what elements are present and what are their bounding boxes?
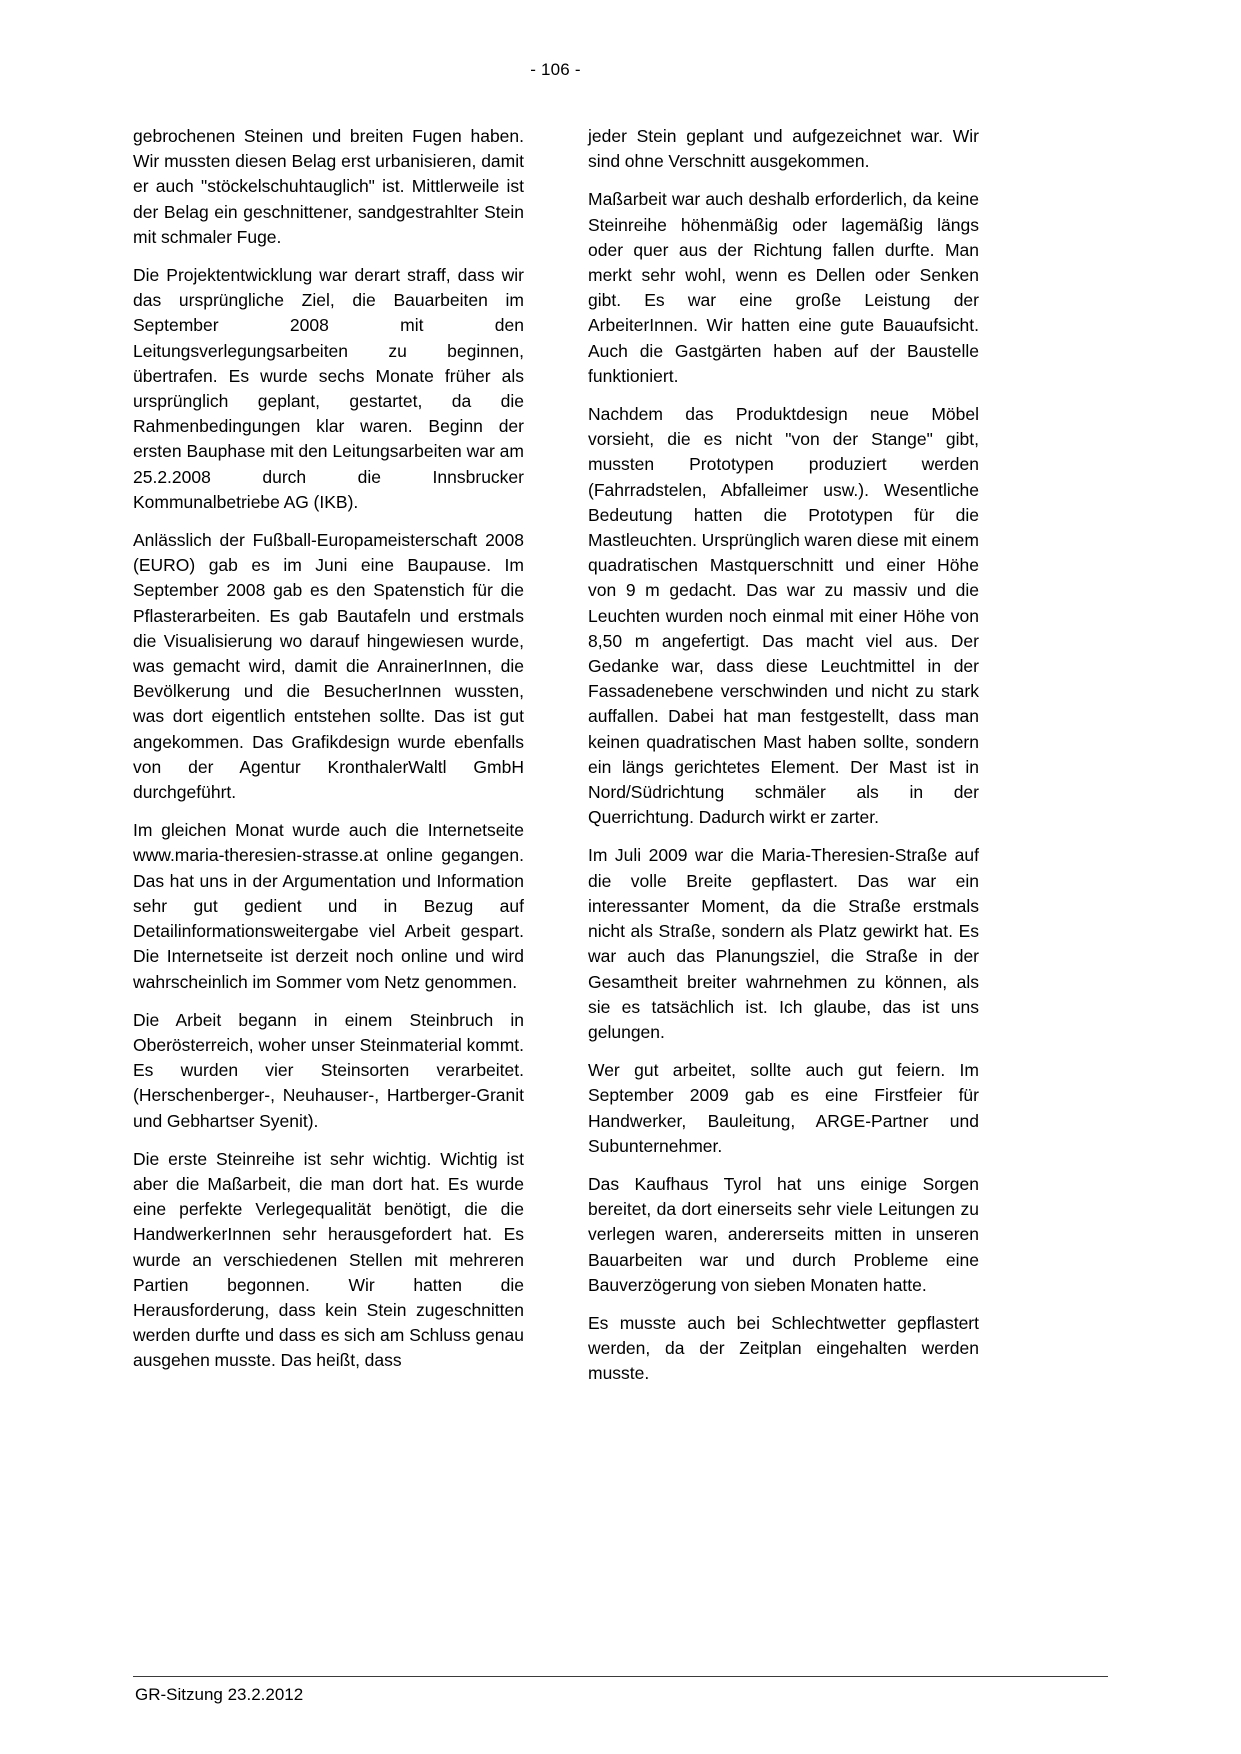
paragraph: Maßarbeit war auch deshalb erforderlich, da keine Steinreihe höhenmäßig oder lagemäßig längs oder quer aus der Richtung fallen durfte. Man merkt sehr wohl, wenn es Dellen oder Senken gibt. Es war eine große Leistung der ArbeiterInnen. Wir hatten eine gute Bauaufsicht. Auch die Gastgärten haben auf der Baustelle funktioniert. <box>588 189 979 386</box>
paragraph: Nachdem das Produktdesign neue Möbel vorsieht, die es nicht "von der Stange" gibt, mussten Prototypen produziert werden (Fahrradstelen, Abfalleimer usw.). Wesentliche Bedeutung hatten die Prototypen für die Mastleuchten. Ursprünglich waren diese mit einem quadratischen Mastquerschnitt und einer Höhe von 9 m gedacht. Das war zu massiv und die Leuchten wurden noch einmal mit einer Höhe von 8,50 m angefertigt. Das macht viel aus. Der Gedanke war, dass diese Leuchtmittel in der Fassadenebene verschwinden und nicht zu stark auffallen. Dabei hat man festgestellt, dass man keinen quadratischen Mast haben sollte, sondern ein längs gerichtetes Element. Der Mast ist in Nord/Südrichtung schmäler als in der Querrichtung. Dadurch wirkt er zarter. <box>588 404 979 828</box>
paragraph: Anlässlich der Fußball-Europameisterschaft 2008 (EURO) gab es im Juni eine Baupause. Im September 2008 gab es den Spatenstich für die Pflasterarbeiten. Es gab Bautafeln und erstmals die Visualisierung wo darauf hingewiesen wurde, was gemacht wird, damit die AnrainerInnen, die Bevölkerung und die BesucherInnen wussten, was dort eigentlich entstehen sollte. Das ist gut angekommen. Das Grafikdesign wurde ebenfalls von der Agentur KronthalerWaltl GmbH durchgeführt. <box>133 530 524 803</box>
paragraph: Die Arbeit begann in einem Steinbruch in Oberösterreich, woher unser Steinmaterial kommt. Es wurden vier Steinsorten verarbeitet. (Herschenberger-, Neuhauser-, Hartberger-Granit und Gebhartser Syenit). <box>133 1009 524 1131</box>
paragraph: Das Kaufhaus Tyrol hat uns einige Sorgen bereitet, da dort einerseits sehr viele Leitungen zu verlegen waren, andererseits mitten in unseren Bauarbeiten war und durch Probleme eine Bauverzögerung von sieben Monaten hatte. <box>588 1173 979 1295</box>
paragraph: gebrochenen Steinen und breiten Fugen haben. Wir mussten diesen Belag erst urbanisieren, damit er auch "stöckelschuhtauglich" ist. Mittlerweile ist der Belag ein geschnittener, sandgestrahlter Stein mit schmaler Fuge. <box>133 126 524 247</box>
page-number: - 106 - <box>530 60 581 79</box>
footer-text: GR-Sitzung 23.2.2012 <box>135 1685 304 1704</box>
paragraph: Die erste Steinreihe ist sehr wichtig. Wichtig ist aber die Maßarbeit, die man dort hat. Es wurde eine perfekte Verlegequalität benötigt, die die HandwerkerInnen sehr herausgefordert hat. Es wurde an verschiedenen Stellen mit mehreren Partien begonnen. Wir hatten die Herausforderung, dass kein Stein zugeschnitten werden durfte und dass es sich am Schluss genau ausgehen musste. Das heißt, dass <box>133 1148 524 1371</box>
paragraph: Es musste auch bei Schlechtwetter gepflastert werden, da der Zeitplan eingehalten werden musste. <box>588 1312 979 1384</box>
right-column <box>588 124 979 1400</box>
paragraph: Die Projektentwicklung war derart straff, dass wir das ursprüngliche Ziel, die Bauarbeiten im September 2008 mit den Leitungsverlegungsarbeiten zu beginnen, übertrafen. Es wurde sechs Monate früher als ursprünglich geplant, gestartet, da die Rahmenbedingungen klar waren. Beginn der ersten Bauphase mit den Leitungsarbeiten war am 25.2.2008 durch die Innsbrucker Kommunalbetriebe AG (IKB). <box>133 265 524 512</box>
footer-divider <box>133 1676 1108 1677</box>
page-body <box>133 124 978 1400</box>
paragraph: Wer gut arbeitet, sollte auch gut feiern. Im September 2009 gab es eine Firstfeier für Handwerker, Bauleitung, ARGE-Partner und Subunternehmer. <box>588 1060 979 1156</box>
left-column <box>133 124 524 1400</box>
paragraph: Im gleichen Monat wurde auch die Internetseite www.maria-theresien-strasse.at online gegangen. Das hat uns in der Argumentation und Information sehr gut gedient und in Bezug auf Detailinformationsweitergabe viel Arbeit gespart. Die Internetseite ist derzeit noch online und wird wahrscheinlich im Sommer vom Netz genommen. <box>133 820 524 992</box>
paragraph: jeder Stein geplant und aufgezeichnet war. Wir sind ohne Verschnitt ausgekommen. <box>588 126 979 172</box>
paragraph: Im Juli 2009 war die Maria-Theresien-Straße auf die volle Breite gepflastert. Das war ein interessanter Moment, da die Straße erstmals nicht als Straße, sondern als Platz gewirkt hat. Es war auch das Planungsziel, die Straße in der Gesamtheit breiter wahrnehmen zu können, als sie es tatsächlich ist. Ich glaube, das ist uns gelungen. <box>588 845 979 1042</box>
